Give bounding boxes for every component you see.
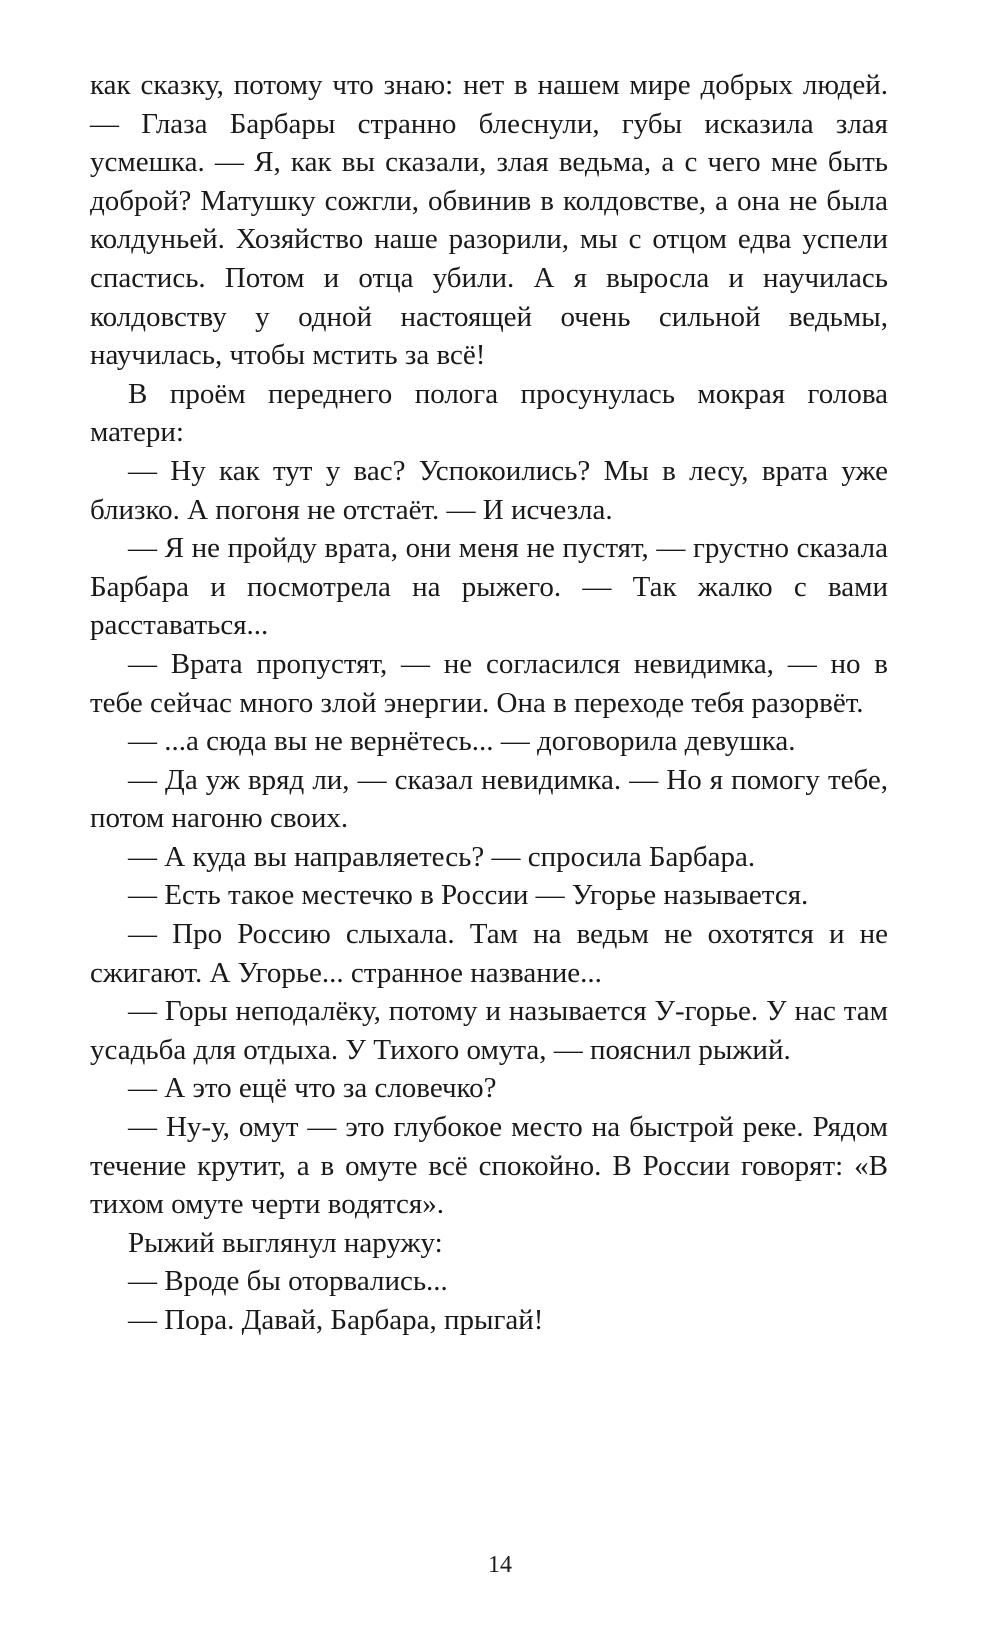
paragraph-15: — Вроде бы оторвались... <box>128 1265 448 1298</box>
paragraph-16: — Пора. Давай, Барбара, прыгай! <box>128 1304 544 1336</box>
paragraph-10: — Про Россию слыхала. Там на ведьм не охотятся и не сжигают. А Угорье... странное название... <box>90 918 888 989</box>
paragraph-14: Рыжий выглянул наружу: <box>128 1226 443 1259</box>
paragraph-3: — Ну как тут у вас? Успокоились? Мы в лесу, врата уже близко. А погоня не отстаёт. — И исчезла. <box>90 454 888 526</box>
paragraph-13: — Ну-у, омут — это глубокое место на быстрой реке. Рядом течение крутит, а в омуте всё спокойно. В России говорят: «В тихом омуте черти водятся». <box>90 1111 888 1221</box>
paragraph-4: — Я не пройду врата, они меня не пустят, — грустно сказала Барбара и посмотрела на рыжего. — Так жалко с вами расставаться... <box>90 532 888 642</box>
paragraph-11: — Горы неподалёку, потому и называется У-горье. У нас там усадьба для отдыха. У Тихого омута, — пояснил рыжий. <box>90 995 888 1066</box>
page-number: 14 <box>488 1552 512 1578</box>
body-text <box>90 66 888 1340</box>
paragraph-1: как сказку, потому что знаю: нет в нашем мире добрых людей. — Глаза Барбары странно блеснули, губы исказила злая усмешка. — Я, как вы сказали, злая ведьма, а с чего мне быть доброй? Матушку сожгли, обвинив в колдовстве, а она не была колдуньей. Хозяйство наше разорили, мы с отцом едва успели спастись. Потом и отца убили. А я выросла и научилась колдовству у одной настоящей очень сильной ведьмы, научилась, чтобы мстить за всё! <box>90 69 888 372</box>
paragraph-12: — А это ещё что за словечко? <box>128 1072 497 1105</box>
paragraph-9: — Есть такое местечко в России — Угорье называется. <box>128 879 809 912</box>
paragraph-2: В проём переднего полога просунулась мокрая голова матери: <box>90 377 888 449</box>
paragraph-7: — Да уж вряд ли, — сказал невидимка. — Но я помогу тебе, потом нагоню своих. <box>90 763 888 835</box>
paragraph-8: — А куда вы направляетесь? — спросила Барбара. <box>128 840 756 873</box>
paragraph-6: — ...а сюда вы не вернётесь... — договорила девушка. <box>128 725 796 758</box>
paragraph-5: — Врата пропустят, — не согласился невидимка, — но в тебе сейчас много злой энергии. Она в переходе тебя разорвёт. <box>90 647 888 719</box>
